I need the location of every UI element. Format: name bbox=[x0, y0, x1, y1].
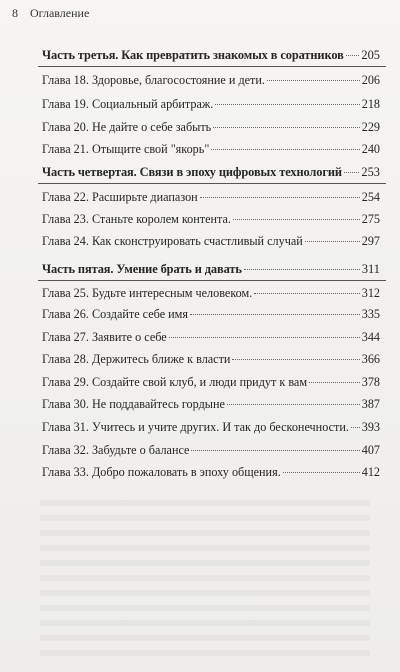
dot-leader bbox=[309, 381, 360, 383]
part-underline bbox=[38, 66, 386, 67]
toc-chapter-28 bbox=[42, 352, 380, 367]
dot-leader bbox=[346, 54, 360, 56]
part-title: Часть третья. Как превратить знакомых в соратников bbox=[42, 48, 344, 62]
toc-chapter-18 bbox=[42, 73, 380, 88]
dot-leader bbox=[233, 218, 360, 220]
chapter-title: Глава 32. Забудьте о балансе bbox=[42, 443, 190, 457]
chapter-page: 312 bbox=[361, 286, 380, 300]
chapter-title: Глава 18. Здоровье, благосостояние и дети. bbox=[42, 73, 265, 87]
chapter-page: 218 bbox=[361, 97, 380, 111]
chapter-title: Глава 26. Создайте себе имя bbox=[42, 307, 188, 321]
part-underline bbox=[38, 280, 386, 281]
dot-leader bbox=[169, 336, 360, 338]
chapter-page: 378 bbox=[361, 375, 380, 389]
chapter-page: 344 bbox=[361, 330, 380, 344]
part-underline bbox=[38, 183, 386, 184]
chapter-title: Глава 29. Создайте свой клуб, и люди придут к вам bbox=[42, 375, 308, 389]
dot-leader bbox=[267, 79, 360, 81]
part-page: 205 bbox=[361, 48, 380, 62]
chapter-title: Глава 19. Социальный арбитраж. bbox=[42, 97, 214, 111]
chapter-page: 407 bbox=[361, 443, 380, 457]
page-number: 8 bbox=[12, 6, 18, 20]
toc-chapter-25 bbox=[42, 286, 380, 301]
dot-leader bbox=[215, 103, 359, 105]
chapter-page: 240 bbox=[361, 142, 380, 156]
dot-leader bbox=[351, 426, 360, 428]
chapter-page: 366 bbox=[361, 352, 380, 366]
dot-leader bbox=[191, 449, 359, 451]
dot-leader bbox=[344, 171, 359, 173]
dot-leader bbox=[305, 240, 360, 242]
chapter-page: 206 bbox=[361, 73, 380, 87]
toc-chapter-23 bbox=[42, 212, 380, 227]
chapter-title: Глава 31. Учитесь и учите других. И так до бесконечности. bbox=[42, 420, 349, 434]
toc-part-5 bbox=[42, 262, 380, 277]
dot-leader bbox=[200, 196, 360, 198]
chapter-title: Глава 24. Как сконструировать счастливый случай bbox=[42, 234, 303, 248]
toc-chapter-20 bbox=[42, 120, 380, 135]
toc-chapter-21 bbox=[42, 142, 380, 157]
dot-leader bbox=[213, 126, 359, 128]
part-page: 311 bbox=[361, 262, 380, 276]
chapter-title: Глава 25. Будьте интересным человеком. bbox=[42, 286, 253, 300]
toc-chapter-19 bbox=[42, 97, 380, 112]
chapter-title: Глава 21. Отыщите свой "якорь" bbox=[42, 142, 210, 156]
paper-show-through bbox=[40, 500, 370, 660]
chapter-title: Глава 20. Не дайте о себе забыть bbox=[42, 120, 212, 134]
toc-part-3 bbox=[42, 48, 380, 63]
chapter-title: Глава 22. Расширьте диапазон bbox=[42, 190, 198, 204]
toc-chapter-30 bbox=[42, 397, 380, 412]
chapter-page: 254 bbox=[361, 190, 380, 204]
toc-chapter-32 bbox=[42, 443, 380, 458]
chapter-page: 412 bbox=[361, 465, 380, 479]
toc-chapter-33 bbox=[42, 465, 380, 480]
toc-chapter-22 bbox=[42, 190, 380, 205]
toc-chapter-27 bbox=[42, 330, 380, 345]
chapter-title: Глава 33. Добро пожаловать в эпоху общения. bbox=[42, 465, 281, 479]
dot-leader bbox=[283, 471, 360, 473]
part-page: 253 bbox=[361, 165, 380, 179]
dot-leader bbox=[211, 148, 359, 150]
chapter-page: 229 bbox=[361, 120, 380, 134]
chapter-page: 387 bbox=[361, 397, 380, 411]
chapter-page: 275 bbox=[361, 212, 380, 226]
header-title: Оглавление bbox=[30, 6, 90, 20]
dot-leader bbox=[190, 313, 360, 315]
dot-leader bbox=[254, 292, 359, 294]
toc-chapter-31 bbox=[42, 420, 380, 435]
part-title: Часть пятая. Умение брать и давать bbox=[42, 262, 242, 276]
chapter-title: Глава 23. Станьте королем контента. bbox=[42, 212, 231, 226]
chapter-title: Глава 27. Заявите о себе bbox=[42, 330, 167, 344]
toc-chapter-24 bbox=[42, 234, 380, 249]
toc-chapter-29 bbox=[42, 375, 380, 390]
chapter-page: 335 bbox=[361, 307, 380, 321]
dot-leader bbox=[232, 358, 359, 360]
dot-leader bbox=[244, 268, 360, 270]
chapter-page: 297 bbox=[361, 234, 380, 248]
chapter-title: Глава 30. Не поддавайтесь гордыне bbox=[42, 397, 225, 411]
toc-part-4 bbox=[42, 165, 380, 180]
chapter-title: Глава 28. Держитесь ближе к власти bbox=[42, 352, 231, 366]
part-title: Часть четвертая. Связи в эпоху цифровых технологий bbox=[42, 165, 342, 179]
toc-chapter-26 bbox=[42, 307, 380, 322]
chapter-page: 393 bbox=[361, 420, 380, 434]
dot-leader bbox=[227, 403, 360, 405]
